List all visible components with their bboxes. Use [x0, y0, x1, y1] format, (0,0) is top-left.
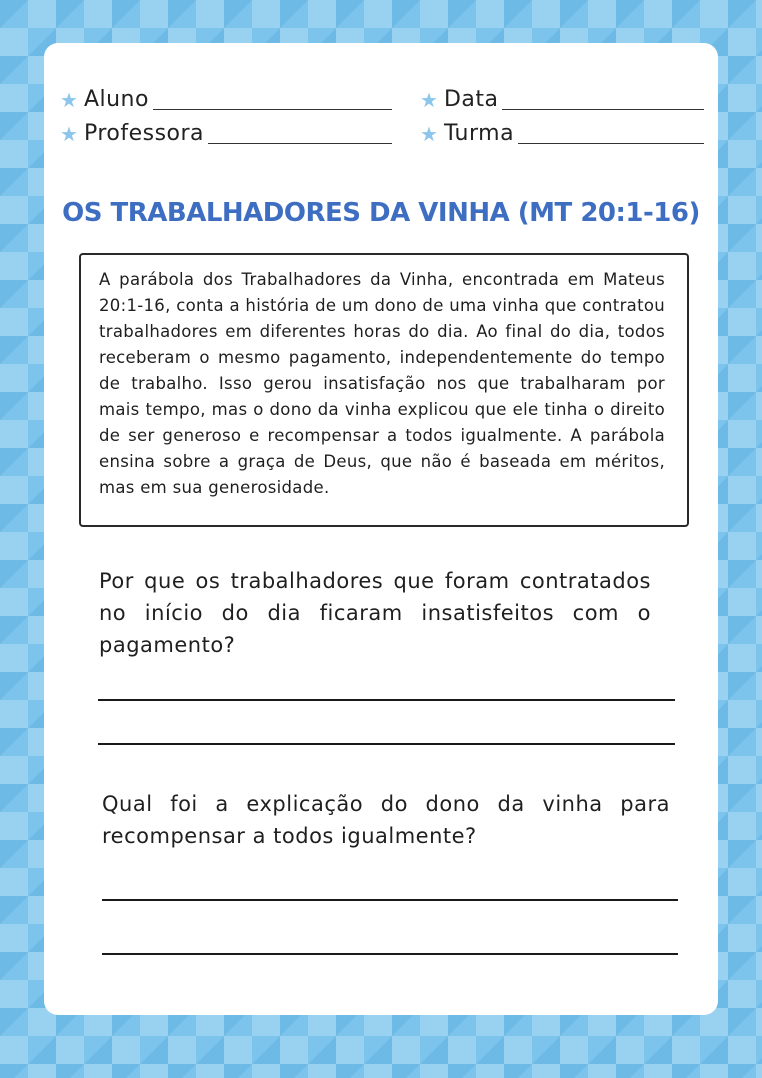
date-label: Data [443, 87, 499, 112]
class-line[interactable] [518, 142, 704, 144]
class-field [420, 119, 704, 147]
star-icon: ★ [60, 122, 78, 146]
worksheet-title: OS TRABALHADORES DA VINHA (MT 20:1-16) [62, 198, 700, 228]
date-field [420, 85, 704, 113]
teacher-label: Professora [83, 121, 205, 146]
answer-line-2a[interactable] [102, 899, 678, 901]
student-label: Aluno [83, 87, 149, 112]
worksheet-page [44, 43, 718, 1015]
answer-line-1a[interactable] [98, 699, 675, 701]
story-text: A parábola dos Trabalhadores da Vinha, encontrada em Mateus 20:1-16, conta a história de um dono de uma vinha que contratou trabalhadores em diferentes horas do dia. Ao final do dia, todos receberam o mesmo pagamento, independentemente do tempo de trabalho. Isso gerou insatisfação nos que trabalharam por mais tempo, mas o dono da vinha explicou que ele tinha o direito de ser generoso e recompensar a todos igualmente. A parábola ensina sobre a graça de Deus, que não é baseada em méritos, mas em sua generosidade. [99, 270, 665, 497]
question-1: Por que os trabalhadores que foram contratados no início do dia ficaram insatisfeitos com o pagamento? [99, 569, 651, 657]
story-box [79, 253, 689, 527]
student-name-field [60, 85, 392, 113]
star-icon: ★ [420, 88, 438, 112]
star-icon: ★ [420, 122, 438, 146]
answer-line-1b[interactable] [98, 743, 675, 745]
student-name-line[interactable] [153, 108, 392, 110]
star-icon: ★ [60, 88, 78, 112]
teacher-field [60, 119, 392, 147]
teacher-line[interactable] [208, 142, 392, 144]
answer-line-2b[interactable] [102, 953, 678, 955]
question-2: Qual foi a explicação do dono da vinha para recompensar a todos igualmente? [102, 792, 670, 848]
date-line[interactable] [502, 108, 704, 110]
class-label: Turma [443, 121, 515, 146]
